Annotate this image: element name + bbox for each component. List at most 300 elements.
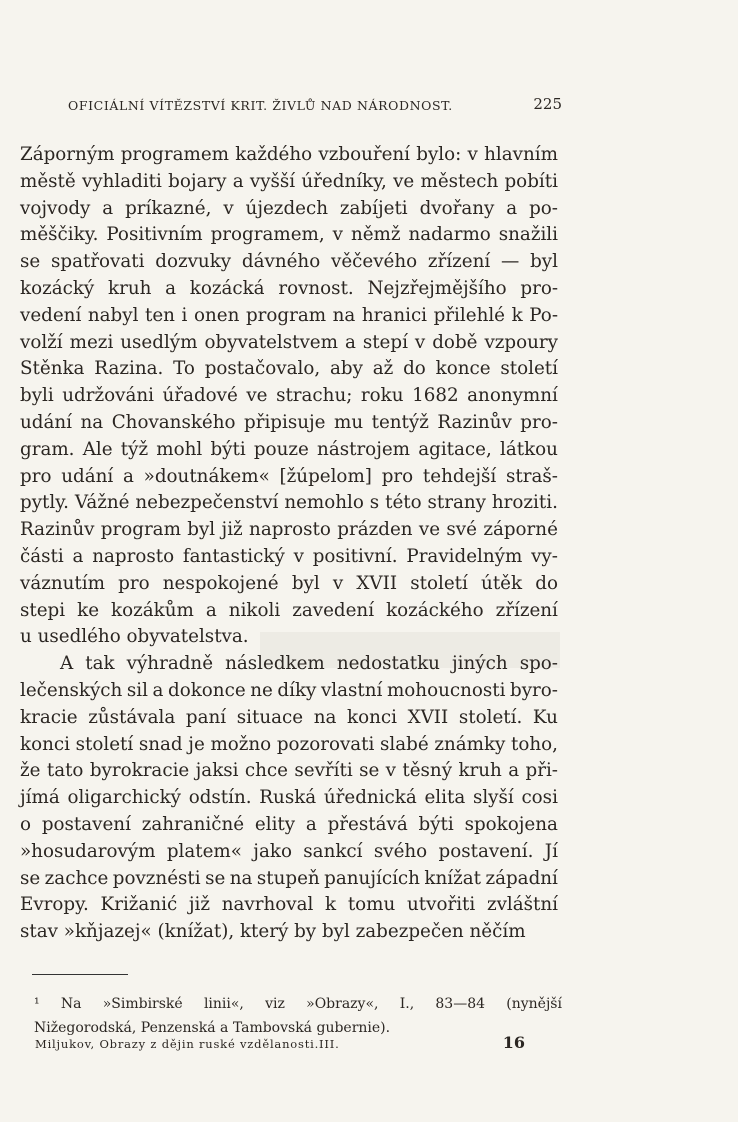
text-line xyxy=(20,169,558,196)
word: naprosto xyxy=(92,545,175,567)
signature-text: Miljukov, Obrazy z dějin ruské vzdělanosti.III. xyxy=(35,1037,340,1051)
running-title: OFICIÁLNÍ VÍTĚZSTVÍ KRIT. ŽIVLŮ NAD NÁRODNOST. xyxy=(68,98,453,113)
word: situace xyxy=(236,706,304,728)
text-line xyxy=(20,785,558,812)
word: dvořany xyxy=(419,197,495,219)
word: hranici xyxy=(361,304,428,326)
word: výhradně xyxy=(126,653,214,675)
word: toho, xyxy=(511,733,558,755)
word: již xyxy=(221,519,243,541)
text-line xyxy=(20,866,558,893)
word: chce xyxy=(244,760,288,782)
word: ten xyxy=(145,304,175,326)
word: Razinův xyxy=(437,411,512,433)
word: nespokojené xyxy=(162,572,279,594)
word: vojvody xyxy=(20,197,91,219)
word: hlavním xyxy=(484,144,558,165)
word: konce xyxy=(435,358,491,380)
word: měščiky. xyxy=(20,224,99,246)
word: programem, xyxy=(210,224,325,246)
word: príkazné, xyxy=(125,197,212,219)
word: až xyxy=(372,358,394,380)
word: jaksi xyxy=(195,760,239,782)
word: svého xyxy=(373,840,428,862)
word: ve xyxy=(246,385,268,407)
word: (knížat), xyxy=(157,921,235,943)
word: anonymní xyxy=(467,385,558,407)
word: kozákům xyxy=(111,599,194,621)
word: — xyxy=(501,251,520,273)
word: něčím xyxy=(469,921,526,943)
text-line xyxy=(20,624,558,651)
word: pobíti xyxy=(504,170,558,192)
word: postavení xyxy=(41,813,131,835)
text-line xyxy=(20,249,558,276)
text-line xyxy=(20,383,558,410)
word: se xyxy=(20,251,41,273)
word: Nejzřejmějšího xyxy=(367,277,507,299)
word: dozvuky xyxy=(155,251,232,273)
text-line xyxy=(20,276,558,303)
word: a xyxy=(506,197,518,219)
word: v xyxy=(332,572,344,594)
word: nástrojem xyxy=(317,438,411,460)
word: Po- xyxy=(529,304,558,326)
word: Tambovská xyxy=(232,1020,313,1036)
word: programem xyxy=(120,144,230,165)
word: postavení. xyxy=(438,840,534,862)
word: kruh xyxy=(458,760,502,782)
word: kracie xyxy=(20,706,78,728)
word: zabezpečen xyxy=(355,921,464,943)
word: pro xyxy=(118,572,150,594)
word: volží xyxy=(20,331,63,353)
word: byrokracie xyxy=(89,760,190,782)
word: a xyxy=(205,599,217,621)
word: zavedení xyxy=(292,599,375,621)
word: aby xyxy=(330,358,363,380)
word: že xyxy=(20,760,41,782)
page-number: 225 xyxy=(533,95,562,113)
word: Jí xyxy=(544,840,558,862)
word: pozorovati xyxy=(276,733,375,755)
word: byl xyxy=(291,572,320,594)
word: úřednická xyxy=(323,787,417,809)
word: sevříti xyxy=(294,760,353,782)
word: 83—84 xyxy=(435,996,486,1012)
word: byl xyxy=(187,519,216,541)
word: postačovalo, xyxy=(204,358,321,380)
word: jako xyxy=(253,840,292,862)
word: tak xyxy=(85,653,115,675)
word: pro- xyxy=(520,277,558,299)
word: usedlým xyxy=(120,331,198,353)
word: tentýž xyxy=(371,411,429,433)
word: západní xyxy=(485,867,558,889)
word: »Simbirské xyxy=(102,996,183,1012)
word: XVII xyxy=(356,572,398,594)
word: úřadové xyxy=(162,385,238,407)
word: sankcí xyxy=(303,840,363,862)
text-line xyxy=(20,517,558,544)
text-line xyxy=(20,571,558,598)
word: zřízení xyxy=(427,251,491,273)
text-line xyxy=(20,490,558,517)
word: býti xyxy=(210,438,246,460)
word: zabíjeti xyxy=(339,197,408,219)
word: Križanić xyxy=(100,894,178,916)
text-line xyxy=(20,919,558,946)
word: připisuje xyxy=(244,411,326,433)
word: a xyxy=(165,277,177,299)
text-line xyxy=(20,464,558,491)
word: konci xyxy=(347,706,397,728)
word: Stěnka xyxy=(20,358,85,380)
word: o xyxy=(20,813,32,835)
word: na xyxy=(80,411,104,433)
word: je xyxy=(188,733,205,755)
word: do xyxy=(403,358,426,380)
word: lečenských xyxy=(20,679,123,701)
word: na xyxy=(229,867,253,889)
word: váznutím xyxy=(20,572,105,594)
word: utvořiti xyxy=(407,894,476,916)
word: To xyxy=(173,358,195,380)
word: Chovanského xyxy=(111,411,236,433)
word: k xyxy=(511,304,523,326)
word: století. xyxy=(458,706,523,728)
word: snad xyxy=(138,733,183,755)
word: mu xyxy=(334,411,364,433)
word: který xyxy=(239,921,289,943)
word: ¹ xyxy=(34,996,40,1012)
text-line xyxy=(20,330,558,357)
text-line xyxy=(20,437,558,464)
word: byro- xyxy=(510,679,558,701)
word: byli xyxy=(20,385,54,407)
word: vedení xyxy=(20,304,82,326)
word: platem« xyxy=(166,840,242,862)
word: kozácký xyxy=(20,277,95,299)
word: mohoucnosti xyxy=(386,679,506,701)
word: ke xyxy=(77,599,100,621)
word: positivní. xyxy=(312,545,398,567)
word: ne xyxy=(250,679,273,701)
word: rovnost. xyxy=(278,277,354,299)
word: vzpoury xyxy=(484,331,558,353)
text-line xyxy=(20,196,558,223)
word: těsný xyxy=(402,760,453,782)
word: mohl xyxy=(156,438,203,460)
text-line xyxy=(20,222,558,249)
word: u xyxy=(20,626,32,648)
text-line xyxy=(20,142,558,169)
word: Razinův xyxy=(20,519,95,541)
text-line xyxy=(20,839,558,866)
word: a xyxy=(152,679,164,701)
word: obyvatelstva. xyxy=(126,626,249,648)
word: úředníky, xyxy=(301,170,387,192)
word: záporné xyxy=(483,519,558,541)
word: nadarmo xyxy=(408,224,491,246)
word: naprosto xyxy=(249,519,331,541)
word: vyšší xyxy=(249,170,296,192)
word: zůstávala xyxy=(88,706,176,728)
word: navrhoval xyxy=(221,894,314,916)
word: přilehlé xyxy=(433,304,506,326)
word: zahraničné xyxy=(141,813,245,835)
word: a xyxy=(72,545,84,567)
word: k xyxy=(325,894,337,916)
word: i xyxy=(181,304,188,326)
word: sil xyxy=(126,679,148,701)
word: Razina. xyxy=(94,358,164,380)
word: oligarchický xyxy=(67,787,181,809)
word: pro- xyxy=(520,411,558,433)
text-line xyxy=(20,356,558,383)
word: již xyxy=(188,894,211,916)
word: pytly. xyxy=(20,492,69,514)
word: na xyxy=(313,706,337,728)
word: 1682 xyxy=(412,385,459,407)
word: se xyxy=(359,760,380,782)
word: cosi xyxy=(521,787,558,809)
footnote-rule xyxy=(32,974,128,975)
word: »hosudarovým xyxy=(20,840,156,862)
text-line xyxy=(20,303,558,330)
word: století xyxy=(500,358,558,380)
sheet-number: 16 xyxy=(502,1033,525,1052)
word: stepí xyxy=(362,331,408,353)
word: pro xyxy=(381,465,414,487)
word: Penzenská xyxy=(140,1020,216,1036)
word: době xyxy=(432,331,478,353)
word: vzbouření xyxy=(318,144,411,165)
word: Záporným xyxy=(20,144,115,165)
footnote xyxy=(34,992,562,1040)
word: býti xyxy=(418,813,454,835)
text-line xyxy=(20,544,558,571)
word: nedostatku xyxy=(336,653,440,675)
text-line xyxy=(20,892,558,919)
word: straš- xyxy=(506,465,558,487)
word: kozáckého xyxy=(386,599,484,621)
word: Ku xyxy=(532,706,558,728)
word: němž xyxy=(350,224,401,246)
text-line xyxy=(20,678,558,705)
signature-line xyxy=(35,1033,525,1052)
word: do xyxy=(535,572,558,594)
word: program xyxy=(100,519,181,541)
word: »Obrazy«, xyxy=(306,996,379,1012)
body-text xyxy=(20,142,558,946)
word: Nižegorodská, xyxy=(34,1020,137,1036)
word: mezi xyxy=(69,331,114,353)
word: panujících xyxy=(324,867,420,889)
text-line xyxy=(20,705,558,732)
word: zvláštní xyxy=(486,894,558,916)
word: byl xyxy=(321,921,350,943)
word: vlastní xyxy=(320,679,383,701)
word: věčevého xyxy=(331,251,418,273)
word: udání xyxy=(20,411,72,433)
word: »kňjazej« xyxy=(63,921,152,943)
word: století xyxy=(410,572,468,594)
word: nikoli xyxy=(228,599,281,621)
text-line xyxy=(20,598,558,625)
word: městech xyxy=(420,170,499,192)
word: konci xyxy=(20,733,70,755)
text-line xyxy=(20,410,558,437)
word: slabé xyxy=(380,733,429,755)
word: program xyxy=(245,304,327,326)
word: Pravidelným xyxy=(406,545,523,567)
word: nebezpečenství xyxy=(135,492,279,514)
word: Positivním xyxy=(106,224,203,246)
word: své xyxy=(446,519,477,541)
word: knížat xyxy=(424,867,481,889)
word: a xyxy=(508,760,520,782)
word: snažili xyxy=(498,224,558,246)
running-header xyxy=(68,95,562,113)
word: újezdech xyxy=(245,197,328,219)
word: viz xyxy=(265,996,285,1012)
word: »doutnákem« xyxy=(143,465,270,487)
word: pro xyxy=(20,465,52,487)
word: známky xyxy=(434,733,506,755)
word: tomu xyxy=(347,894,396,916)
word: stav xyxy=(20,921,58,943)
word: jiných xyxy=(452,653,508,675)
word: elita xyxy=(424,787,466,809)
word: paní xyxy=(185,706,227,728)
word: kruh xyxy=(108,277,152,299)
word: bylo: xyxy=(416,144,462,165)
word: gram. xyxy=(20,438,75,460)
word: (nynější xyxy=(506,996,562,1012)
word: nemohlo xyxy=(284,492,364,514)
word: se xyxy=(20,867,41,889)
word: tato xyxy=(46,760,84,782)
word: a xyxy=(305,813,317,835)
word: stepi xyxy=(20,599,66,621)
word: obyvatelstvem xyxy=(204,331,338,353)
word: v xyxy=(332,224,343,246)
word: století xyxy=(75,733,134,755)
text-line xyxy=(20,758,558,785)
word: vy- xyxy=(531,545,558,567)
word: linii«, xyxy=(203,996,244,1012)
text-line xyxy=(20,651,558,678)
word: látkou xyxy=(499,438,558,460)
word: při- xyxy=(525,760,558,782)
word: roku xyxy=(360,385,404,407)
word: strany xyxy=(427,492,486,514)
word: přestává xyxy=(327,813,408,835)
word: kozácká xyxy=(189,277,265,299)
word: v xyxy=(414,331,426,353)
word: zřízení xyxy=(495,599,558,621)
word: usedlého xyxy=(37,626,121,648)
word: Na xyxy=(60,996,82,1012)
word: nabyl xyxy=(87,304,139,326)
word: v xyxy=(223,197,234,219)
word: městě xyxy=(20,170,76,192)
word: tehdejší xyxy=(422,465,497,487)
word: slyší xyxy=(472,787,514,809)
word: s xyxy=(369,492,380,514)
word: spo- xyxy=(519,653,558,675)
word: onen xyxy=(193,304,240,326)
word: dávného xyxy=(241,251,321,273)
word: fantastický xyxy=(182,545,285,567)
word: každého xyxy=(235,144,313,165)
word: pouze xyxy=(253,438,309,460)
word: možno xyxy=(210,733,272,755)
word: strachu; xyxy=(276,385,353,407)
text-line xyxy=(20,732,558,759)
word: dokonce xyxy=(168,679,246,701)
word: gubernie). xyxy=(316,1020,391,1036)
word: Evropy. xyxy=(20,894,89,916)
word: se xyxy=(205,867,226,889)
word: ve xyxy=(418,519,441,541)
word: Vážné xyxy=(74,492,130,514)
word: A xyxy=(60,653,74,675)
word: zachce xyxy=(44,867,109,889)
word: týž xyxy=(120,438,149,460)
word: této xyxy=(385,492,422,514)
word: I., xyxy=(399,996,415,1012)
word: a xyxy=(122,465,134,487)
word: by xyxy=(294,921,317,943)
word: udání xyxy=(61,465,114,487)
word: prázden xyxy=(337,519,413,541)
word: povznésti xyxy=(112,867,201,889)
word: vyhladiti xyxy=(81,170,162,192)
word: po- xyxy=(529,197,558,219)
word: a xyxy=(220,1020,229,1036)
word: XVII xyxy=(407,706,449,728)
word: spatřovati xyxy=(50,251,145,273)
word: ve xyxy=(393,170,415,192)
word: a xyxy=(102,197,114,219)
word: následkem xyxy=(225,653,325,675)
word: stupeň xyxy=(256,867,320,889)
word: v xyxy=(467,144,478,165)
word: spokojena xyxy=(464,813,558,835)
word: v xyxy=(385,760,396,782)
word: odstín. xyxy=(188,787,252,809)
word: udržováni xyxy=(62,385,154,407)
word: elity xyxy=(254,813,296,835)
word: díky xyxy=(277,679,317,701)
word: byl xyxy=(530,251,558,273)
word: na xyxy=(332,304,356,326)
word: [žúpelom] xyxy=(279,465,372,487)
word: bojary xyxy=(168,170,227,192)
word: agitace, xyxy=(418,438,492,460)
word: v xyxy=(293,545,304,567)
word: útěk xyxy=(481,572,523,594)
word: části xyxy=(20,545,64,567)
word: Ale xyxy=(82,438,113,460)
word: jímá xyxy=(20,787,60,809)
word: Ruská xyxy=(259,787,317,809)
text-line xyxy=(34,992,562,1016)
word: hroziti. xyxy=(491,492,558,514)
text-line xyxy=(20,812,558,839)
